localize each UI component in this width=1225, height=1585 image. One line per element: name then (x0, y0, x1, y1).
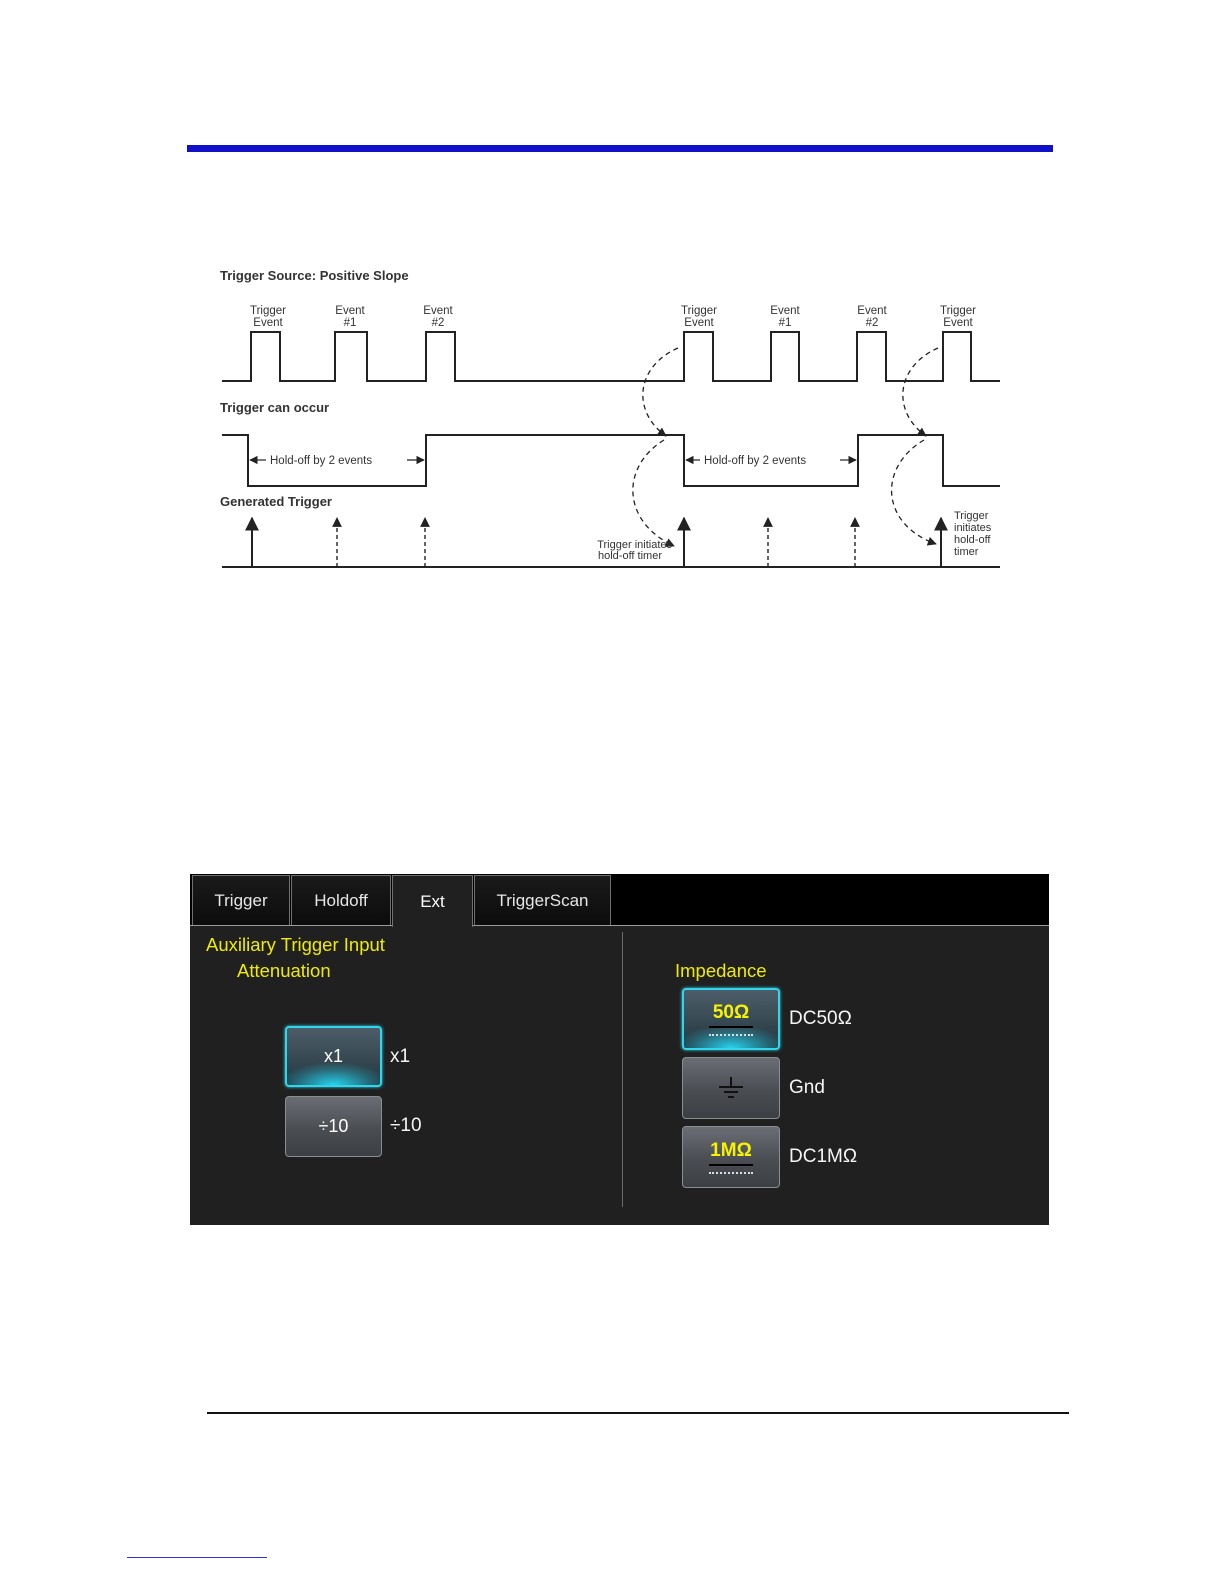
svg-text:Trigger initiates: Trigger initiates (597, 539, 672, 551)
source-pulse-waveform (222, 332, 1000, 381)
pulse-label (681, 305, 717, 329)
ext-trigger-dialog (190, 874, 1049, 1225)
svg-text:Hold-off by 2 events: Hold-off by 2 events (704, 455, 807, 467)
tab-triggerscan[interactable]: TriggerScan (474, 875, 611, 925)
tab-trigger[interactable]: Trigger (192, 875, 290, 925)
svg-text:#2: #2 (865, 317, 879, 329)
attenuation-div10-button[interactable]: ÷10 (285, 1096, 382, 1157)
dc1m-symbol (709, 1141, 753, 1174)
svg-text:Event: Event (857, 305, 887, 317)
section-generated-label: Generated Trigger (220, 494, 332, 509)
svg-text:hold-off timer: hold-off timer (598, 550, 662, 562)
can-occur-to-trigger-curve (892, 440, 936, 544)
attenuation-div10-label: ÷10 (390, 1115, 422, 1136)
impedance-dc1m-button[interactable] (682, 1126, 780, 1188)
attenuation-title-line1: Auxiliary Trigger Input (206, 934, 385, 955)
svg-text:Event: Event (335, 305, 365, 317)
svg-text:#2: #2 (431, 317, 445, 329)
svg-text:Event: Event (253, 317, 283, 329)
ground-icon (716, 1075, 746, 1101)
can-occur-to-trigger-curve (633, 440, 674, 546)
holdoff-span-left (250, 455, 424, 467)
pulse-to-can-occur-curve (903, 348, 938, 436)
pulse-label (423, 305, 453, 329)
dc1m-symbol-text: 1MΩ (710, 1139, 752, 1161)
dc50-symbol-text: 50Ω (712, 1001, 750, 1023)
svg-text:#1: #1 (778, 317, 792, 329)
pulse-label (857, 305, 887, 329)
footer-link-underline (127, 1557, 267, 1558)
trigger-holdoff-timing-diagram (210, 262, 1010, 582)
tab-holdoff[interactable]: Holdoff (291, 875, 391, 925)
svg-text:#1: #1 (343, 317, 357, 329)
impedance-gnd-label: Gnd (789, 1077, 825, 1098)
section-source-label: Trigger Source: Positive Slope (220, 268, 409, 283)
svg-text:Event: Event (684, 317, 714, 329)
svg-text:Trigger: Trigger (954, 510, 989, 522)
panel-divider (622, 932, 623, 1207)
svg-text:Event: Event (943, 317, 973, 329)
pulse-label (335, 305, 365, 329)
attenuation-x1-button[interactable]: x1 (285, 1026, 382, 1087)
attenuation-title-line2: Attenuation (237, 960, 331, 981)
attenuation-x1-label: x1 (390, 1046, 411, 1067)
tab-ext[interactable]: Ext (392, 875, 473, 927)
svg-text:Trigger: Trigger (940, 305, 976, 317)
svg-text:hold-off: hold-off (954, 534, 991, 546)
svg-text:Event: Event (770, 305, 800, 317)
trigger-initiates-note (597, 539, 672, 562)
impedance-dc50-label: DC50Ω (789, 1008, 852, 1029)
pulse-label (940, 305, 976, 329)
impedance-dc1m-label: DC1MΩ (789, 1146, 858, 1167)
pulse-label (770, 305, 800, 329)
svg-text:timer: timer (954, 546, 979, 558)
svg-text:Trigger: Trigger (250, 305, 286, 317)
impedance-title: Impedance (675, 960, 767, 981)
svg-text:Event: Event (423, 305, 453, 317)
header-rule (187, 145, 1053, 152)
svg-text:Hold-off by 2 events: Hold-off by 2 events (270, 455, 373, 467)
trigger-initiates-note-right (954, 510, 992, 558)
svg-text:initiates: initiates (954, 522, 992, 534)
tab-bar-divider (190, 925, 1049, 926)
holdoff-span-right (686, 455, 856, 467)
section-can-occur-label: Trigger can occur (220, 400, 330, 415)
footer-rule (207, 1412, 1069, 1414)
svg-text:Trigger: Trigger (681, 305, 717, 317)
pulse-to-can-occur-curve (643, 348, 678, 436)
impedance-gnd-button[interactable] (682, 1057, 780, 1119)
dc50-symbol (709, 1003, 753, 1036)
pulse-label (250, 305, 286, 329)
impedance-dc50-button[interactable] (682, 988, 780, 1050)
